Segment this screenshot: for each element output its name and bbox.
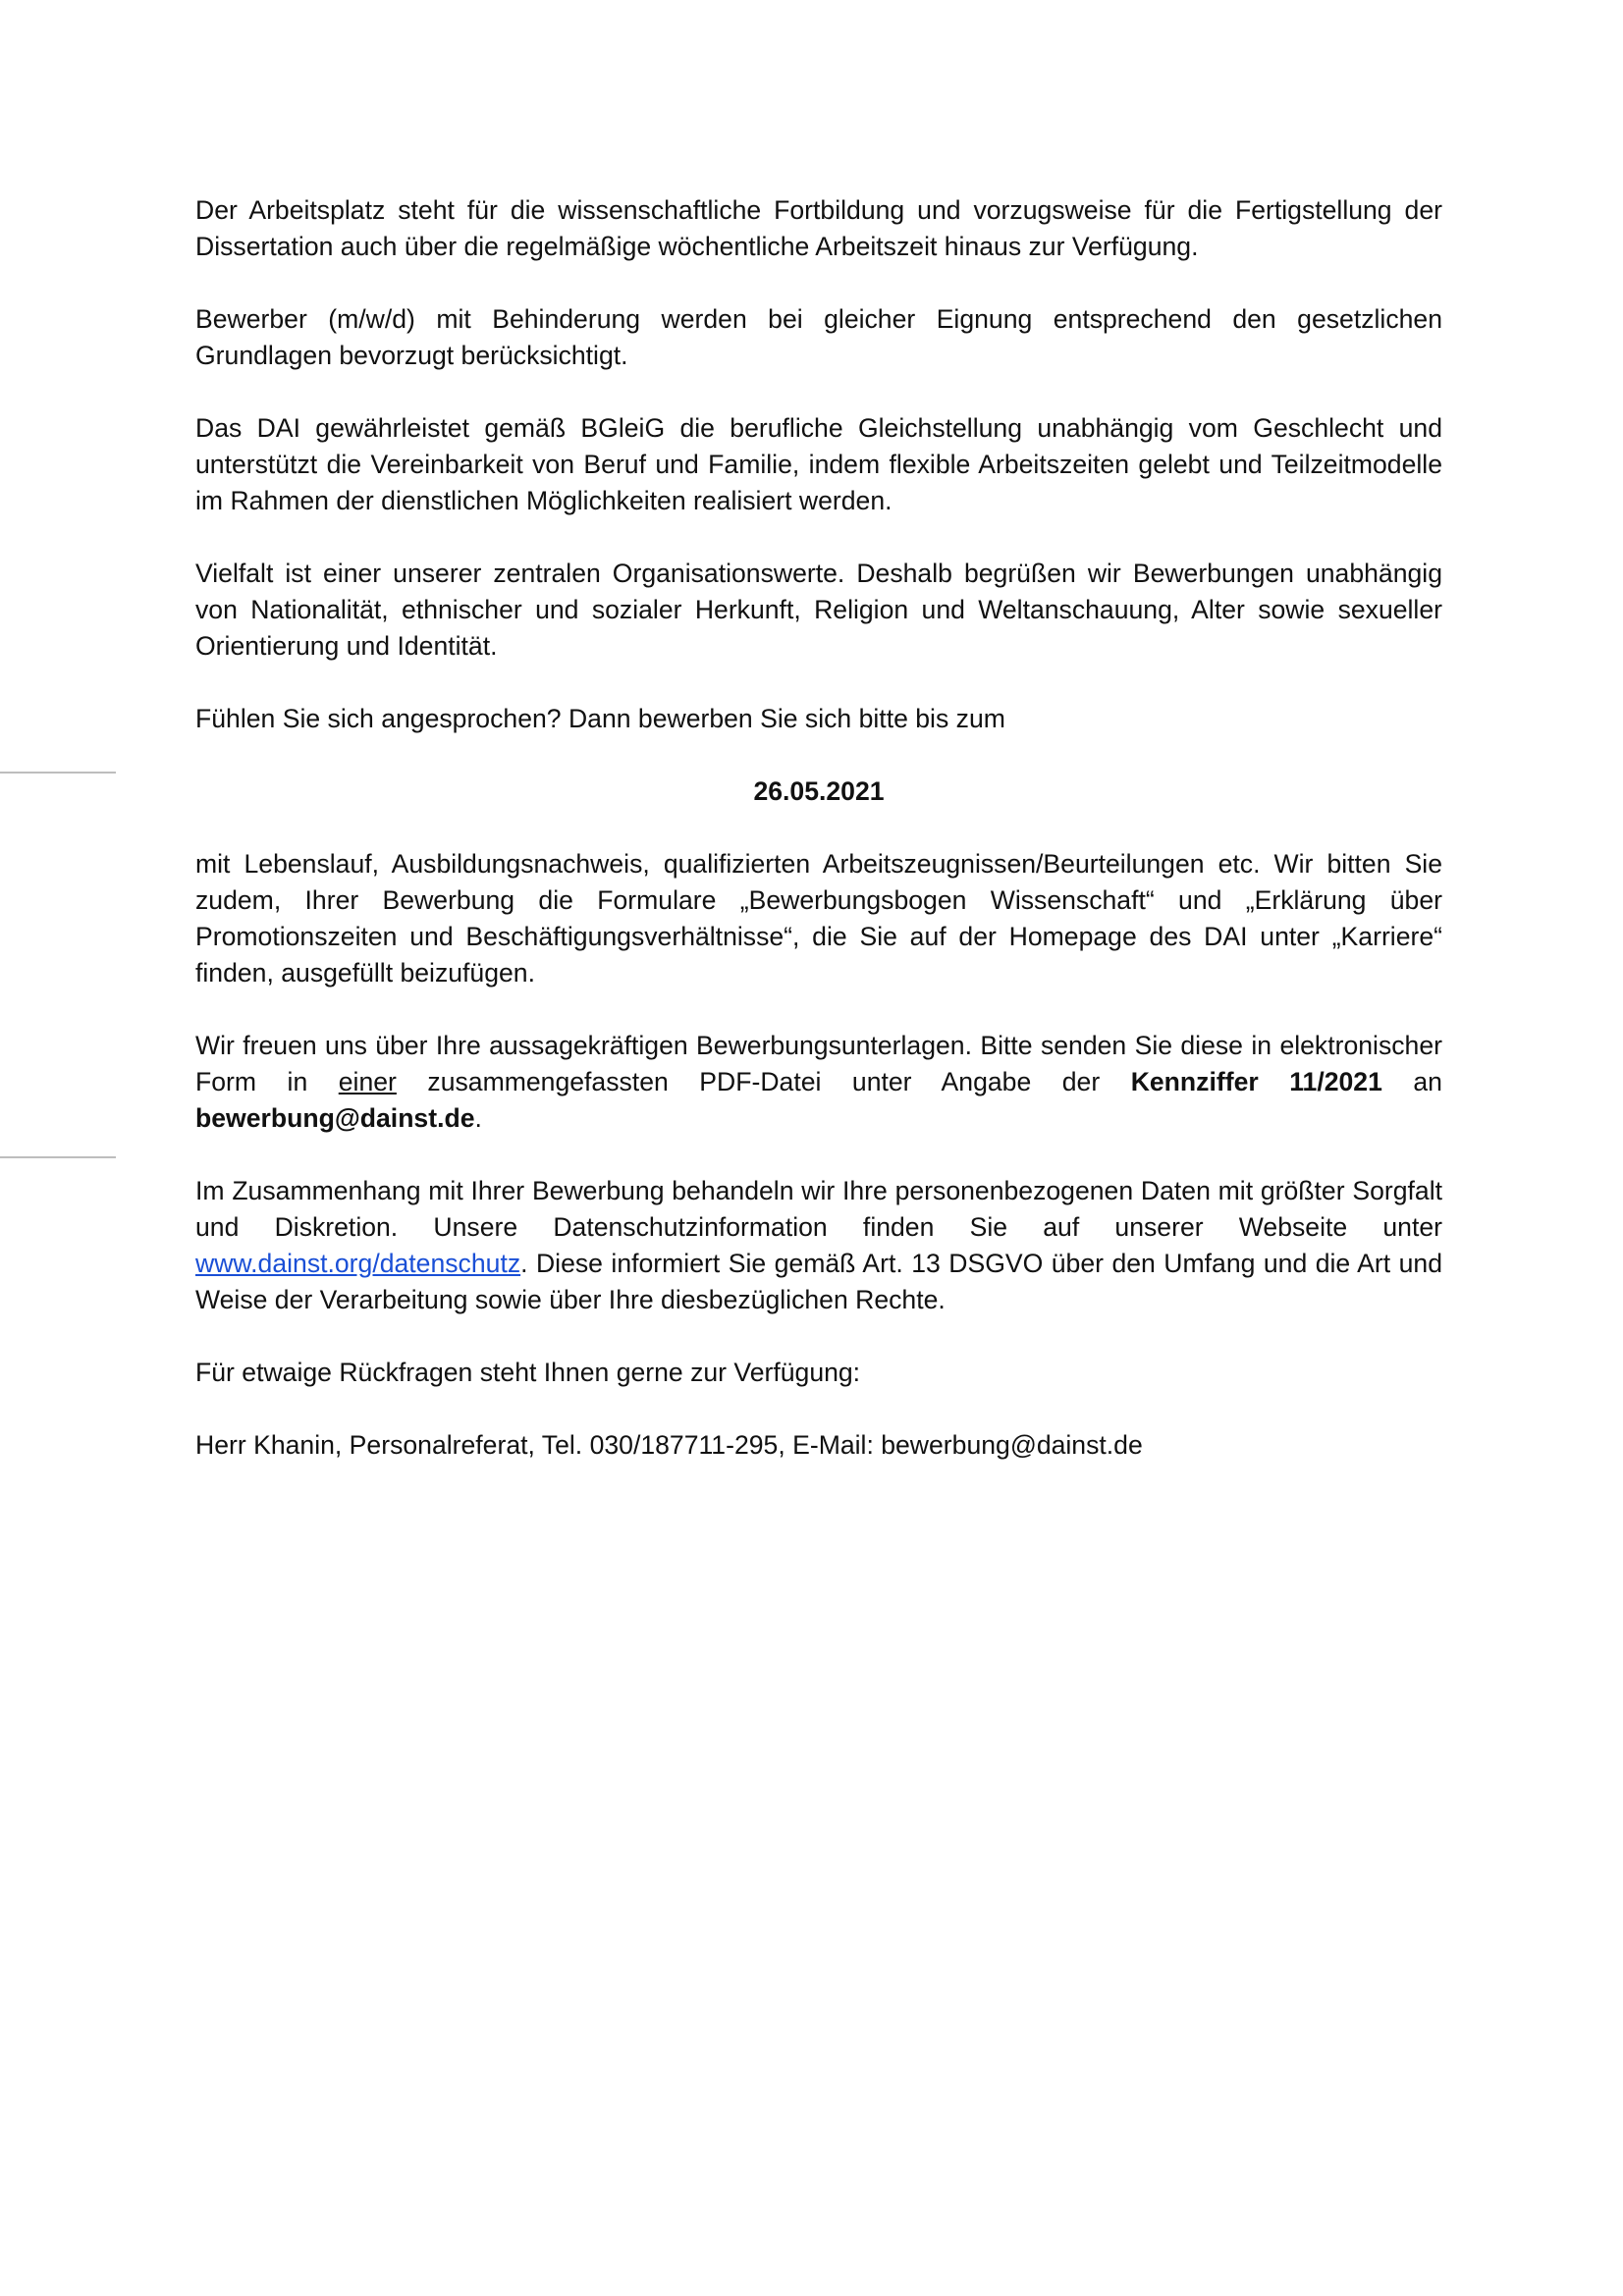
punch-mark [0,1156,116,1158]
application-email: bewerbung@dainst.de [195,1103,475,1133]
submission-text-4: . [474,1103,482,1133]
paragraph-contact: Herr Khanin, Personalreferat, Tel. 030/187711-295, E-Mail: bewerbung@dainst.de [195,1430,1143,1460]
paragraph-documents: mit Lebenslauf, Ausbildungsnachweis, qualifizierten Arbeitszeugnissen/Beurteilungen etc. Wir bitten Sie zudem, Ihrer Bewerbung die Formulare „Bewerbungsbogen Wissenschaft“ und „Erklärung über Promotionszeiten und Beschäftigungsverhältnisse“, die Sie auf der Homepage des DAI unter „Karriere“ finden, ausgefüllt beizufügen. [195,849,1442,988]
underlined-word: einer [338,1067,397,1096]
paragraph-privacy [195,1173,1442,1318]
submission-text-1: Wir freuen uns über Ihre aussagekräftigen Bewerbungsunterlagen. Bitte senden Sie diese in elektronischer Form in [195,1031,1442,1096]
privacy-text-2: . Diese informiert Sie gemäß Art. 13 DSGVO über den Umfang und die Art und Weise der Verarbeitung sowie über Ihre diesbezüglichen Rechte. [195,1249,1442,1314]
fold-mark [0,772,116,774]
paragraph-workplace: Der Arbeitsplatz steht für die wissenschaftliche Fortbildung und vorzugsweise für die Fertigstellung der Dissertation auch über die regelmäßige wöchentliche Arbeitszeit hinaus zur Verfügung. [195,195,1442,261]
privacy-link[interactable]: www.dainst.org/datenschutz [195,1249,521,1278]
privacy-text-1: Im Zusammenhang mit Ihrer Bewerbung behandeln wir Ihre personenbezogenen Daten mit größter Sorgfalt und Diskretion. Unsere Datenschutzinformation finden Sie auf unserer Webseite unter [195,1176,1442,1242]
paragraph-disability: Bewerber (m/w/d) mit Behinderung werden bei gleicher Eignung entsprechend den gesetzlichen Grundlagen bevorzugt berücksichtigt. [195,304,1442,370]
paragraph-diversity: Vielfalt ist einer unserer zentralen Organisationswerte. Deshalb begrüßen wir Bewerbungen unabhängig von Nationalität, ethnischer und sozialer Herkunft, Religion und Weltanschauung, Alter sowie sexueller Orientierung und Identität. [195,559,1442,661]
reference-number: Kennziffer 11/2021 [1130,1067,1382,1096]
submission-text-2: zusammengefassten PDF-Datei unter Angabe der [396,1067,1131,1096]
submission-text-3: an [1381,1067,1442,1096]
paragraph-apply-intro: Fühlen Sie sich angesprochen? Dann bewerben Sie sich bitte bis zum [195,704,1005,733]
paragraph-equality: Das DAI gewährleistet gemäß BGleiG die berufliche Gleichstellung unabhängig vom Geschlecht und unterstützt die Vereinbarkeit von Beruf und Familie, indem flexible Arbeitszeiten gelebt und Teilzeitmodelle im Rahmen der dienstlichen Möglichkeiten realisiert werden. [195,413,1442,515]
paragraph-submission [195,1028,1442,1137]
deadline-date: 26.05.2021 [753,776,885,806]
document-body [195,192,1442,1500]
paragraph-contact-intro: Für etwaige Rückfragen steht Ihnen gerne zur Verfügung: [195,1358,861,1387]
